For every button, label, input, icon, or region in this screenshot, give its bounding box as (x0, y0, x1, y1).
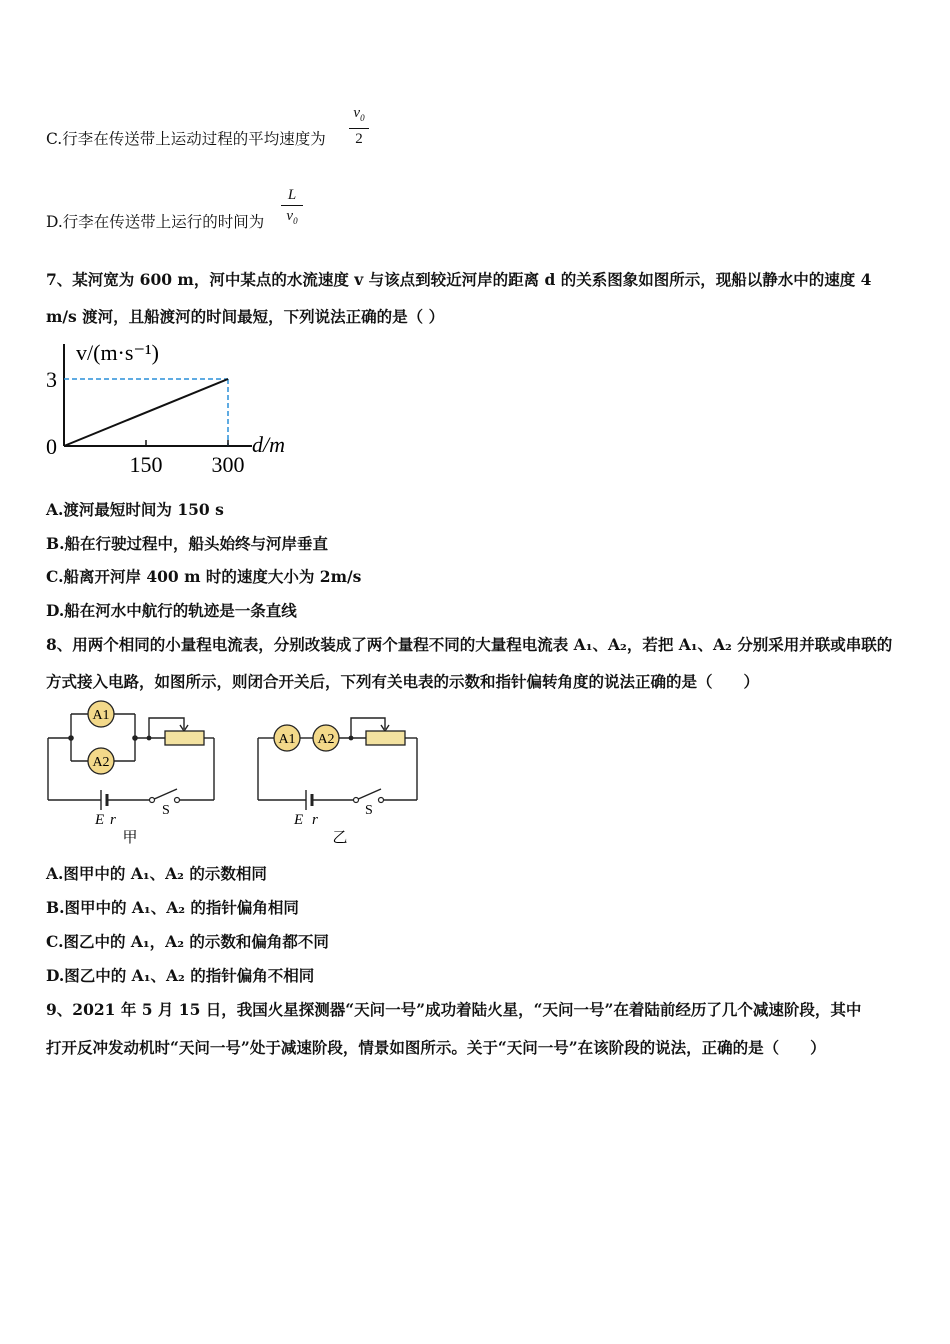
q7-option-b: B.船在行驶过程中，船头始终与河岸垂直 (46, 534, 328, 553)
internal-resistance-label: r (110, 812, 116, 828)
fraction-denominator: 2 (355, 131, 363, 147)
fraction-bar (349, 128, 369, 129)
rheostat-icon (165, 731, 204, 745)
switch-label: S (162, 803, 170, 818)
q8-option-b: B.图甲中的 A₁、A₂ 的指针偏角相同 (46, 898, 299, 917)
circuit-caption: 甲 (122, 830, 138, 846)
x-tick-label: 300 (211, 452, 245, 477)
rheostat-icon (366, 731, 405, 745)
q7-option-d: D.船在河水中航行的轨迹是一条直线 (46, 601, 297, 620)
switch-contact-left (150, 798, 155, 803)
emf-label: E (294, 812, 304, 828)
meter-a2-label: A2 (92, 755, 110, 770)
q7-stem-line2: m/s 渡河，且船渡河的时间最短，下列说法正确的是（ ） (46, 307, 445, 326)
q6-option-d-text: D.行李在传送带上运行的时间为 (46, 213, 265, 231)
fraction-denominator: v (286, 208, 294, 224)
q6-option-c (46, 127, 326, 149)
q6-option-c-fraction: $v_0$ 2 (349, 104, 369, 148)
internal-resistance-label: r (312, 812, 318, 828)
junction-node (132, 735, 138, 741)
switch-contact-right (379, 798, 384, 803)
q7-velocity-distance-chart (40, 334, 310, 482)
switch-contact-right (175, 798, 180, 803)
junction-node (68, 735, 74, 741)
x-axis-label: d/m (252, 432, 285, 457)
q6-option-c-text: C.行李在传送带上运动过程的平均速度为 (46, 130, 326, 148)
q7-stem-line1: 7、某河宽为 600 m，河中某点的水流速度 v 与该点到较近河岸的距离 d 的关系图象如图所示，现船以静水中的速度 4 (46, 270, 872, 289)
switch-label: S (365, 803, 373, 818)
q8-option-d: D.图乙中的 A₁、A₂ 的指针偏角不相同 (46, 966, 315, 985)
fraction-numerator: L (287, 187, 297, 203)
q8-circuit-series (250, 698, 430, 848)
emf-label: E (95, 812, 105, 828)
junction-node (349, 736, 354, 741)
circuit-caption: 乙 (332, 830, 348, 846)
x-tick-label: 150 (129, 452, 163, 477)
junction-node (147, 736, 152, 741)
fraction-numerator: v (353, 105, 361, 121)
q8-option-c: C.图乙中的 A₁，A₂ 的示数和偏角都不同 (46, 932, 329, 951)
q8-stem-line1: 8、用两个相同的小量程电流表，分别改装成了两个量程不同的大量程电流表 A₁、A₂，若把 A₁、A₂ 分别采用并联或串联的 (46, 635, 893, 654)
q9-stem-line2: 打开反冲发动机时“天问一号”处于减速阶段，情景如图所示。关于“天问一号”在该阶段的说法，正确的是（ ） (46, 1038, 826, 1057)
q8-circuit-parallel (40, 698, 225, 848)
meter-a1-label: A1 (278, 732, 296, 747)
q8-stem-line2: 方式接入电路，如图所示，则闭合开关后，下列有关电表的示数和指针偏转角度的说法正确的是（ ） (46, 672, 760, 691)
q9-stem-line1: 9、2021 年 5 月 15 日，我国火星探测器“天问一号”成功着陆火星，“天问一号”在着陆前经历了几个减速阶段，其中 (46, 1000, 862, 1019)
q7-option-a: A.渡河最短时间为 150 s (46, 500, 224, 519)
fraction-bar (281, 205, 303, 206)
q7-option-c: C.船离开河岸 400 m 时的速度大小为 2m/s (46, 567, 362, 586)
y-tick-label: 3 (46, 367, 57, 392)
q6-option-d-fraction: L $v_0$ (281, 186, 303, 230)
meter-a2-label: A2 (317, 732, 335, 747)
x-tick-label: 0 (46, 434, 57, 459)
series-line (64, 379, 228, 446)
meter-a1-label: A1 (92, 708, 110, 723)
switch-contact-left (354, 798, 359, 803)
y-axis-label: v/(m·s⁻¹) (76, 340, 159, 365)
q8-option-a: A.图甲中的 A₁、A₂ 的示数相同 (46, 864, 267, 883)
q6-option-d (46, 210, 264, 232)
